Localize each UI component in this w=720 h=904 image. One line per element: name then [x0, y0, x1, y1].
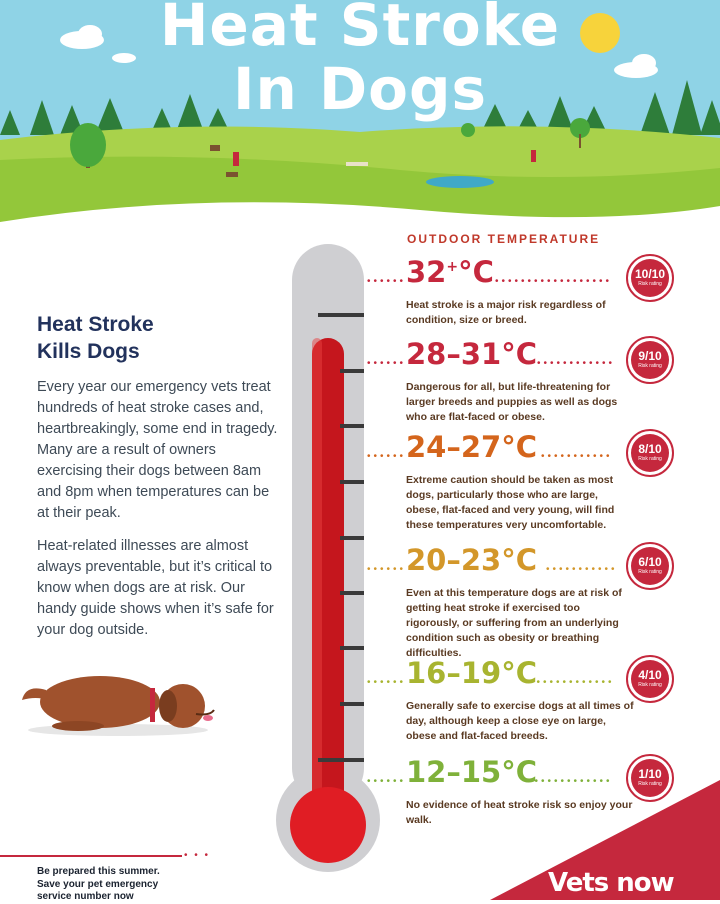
temperature-unit: °C [501, 543, 538, 577]
risk-rating-badge [626, 254, 674, 302]
footer-line-3: service number now [37, 891, 134, 902]
leader-dots: •••••• [367, 358, 407, 369]
temperature-range: 12–15 [406, 755, 502, 789]
temperature-range: 28–31 [406, 337, 502, 371]
leader-dots: ••••••••••••• [528, 776, 613, 787]
risk-rating-circle [631, 434, 669, 472]
footer-line-2: Save your pet emergency [37, 878, 159, 890]
temperature-value [406, 337, 538, 371]
risk-rating-value: 6/10 [638, 555, 662, 569]
temperature-unit: °C [458, 255, 494, 289]
risk-description: Heat stroke is a major risk regardless of condition, size or breed. [406, 299, 606, 326]
page-title-line1: Heat Stroke [159, 0, 561, 59]
risk-description: Even at this temperature dogs are at risk of getting heat stroke if exercised too rigorously, or suffering from an underlying condition such as obesity or breathing difficulties. [406, 587, 622, 659]
hero-banner [0, 0, 720, 245]
leader-dots: ••••••••••• [546, 564, 618, 575]
risk-rating-label: Risk rating [638, 456, 662, 462]
intro-title-line1: Heat Stroke [37, 313, 154, 336]
temperature-value [406, 543, 538, 577]
risk-rating-value: 9/10 [638, 349, 662, 363]
risk-rating-value: 10/10 [634, 267, 666, 281]
risk-description: No evidence of heat stroke risk so enjoy your walk. [406, 799, 633, 826]
risk-description: Generally safe to exercise dogs at all times of day, although keep a close eye on large, obese and flat-faced breeds. [406, 700, 634, 742]
temperature-range: 24–27 [406, 430, 502, 464]
footer-divider [0, 855, 182, 857]
outdoor-temperature-label: OUTDOOR TEMPERATURE [407, 232, 601, 246]
risk-rating-badge [626, 429, 674, 477]
risk-rating-label: Risk rating [638, 363, 662, 369]
risk-rating-value: 4/10 [638, 668, 662, 682]
leader-dots: •••••• [367, 451, 407, 462]
risk-rating-circle [631, 259, 669, 297]
temperature-unit: °C [501, 656, 538, 690]
temperature-range: 16–19 [406, 656, 502, 690]
pond [426, 176, 494, 188]
risk-rating-label: Risk rating [638, 569, 662, 575]
risk-rating-value: 8/10 [638, 442, 662, 456]
leader-dots: ••••••••••••• [530, 677, 615, 688]
intro-paragraph-2: Heat-related illnesses are almost always preventable, but it’s critical to know when dogs are at risk. Our handy guide shows when it’s safe for your dog outside. [37, 538, 274, 638]
risk-rating-label: Risk rating [638, 682, 662, 688]
footer-message [37, 866, 217, 904]
leader-dots: •••••••••••••••••• [495, 276, 613, 287]
intro-title [37, 311, 154, 365]
risk-description: Dangerous for all, but life-threatening for larger breeds and puppies as well as dogs who are flat-faced or obese. [406, 381, 618, 423]
brand-logo[interactable]: Vets now [548, 868, 674, 898]
intro-paragraph-1: Every year our emergency vets treat hundreds of heat stroke cases and, heartbreakingly, some end in tragedy. Many are a result of owners exercising their dogs between 8am and 8pm when temperatures can be at their peak. [37, 379, 278, 521]
risk-description: Extreme caution should be taken as most dogs, particularly those who are large, obese, flat-faced and very young, will find these temperatures very uncomfortable. [406, 474, 615, 531]
risk-rating-circle [631, 547, 669, 585]
leader-dots: ••••••••••• [541, 451, 613, 462]
risk-rating-circle [631, 660, 669, 698]
temperature-value [406, 430, 538, 464]
page-title-line2: In Dogs [232, 55, 488, 123]
leader-dots: •••••• [367, 677, 407, 688]
temperature-unit: °C [501, 430, 538, 464]
footer-line-1: Be prepared this summer. [37, 866, 160, 877]
temperature-range: 20–23 [406, 543, 502, 577]
risk-rating-badge [626, 336, 674, 384]
temperature-unit: °C [501, 337, 538, 371]
risk-rating-badge [626, 542, 674, 590]
risk-rating-badge [626, 655, 674, 703]
sleeping-dog-illustration [18, 670, 218, 740]
risk-rating-label: Risk rating [638, 781, 662, 787]
temperature-value [406, 255, 494, 289]
risk-rating-circle [631, 341, 669, 379]
risk-rating-label: Risk rating [638, 281, 662, 287]
risk-rating-value: 1/10 [638, 767, 662, 781]
footer-dots: • • • [184, 850, 211, 861]
leader-dots: •••••• [367, 564, 407, 575]
leader-dots: •••••• [367, 276, 407, 287]
temperature-range: 32 [406, 255, 447, 289]
temperature-unit: °C [501, 755, 538, 789]
leader-dots: •••••• [367, 776, 407, 787]
leader-dots: •••••••••••• [537, 358, 616, 369]
temperature-value [406, 656, 538, 690]
temperature-plus: + [446, 259, 459, 275]
intro-title-line2: Kills Dogs [37, 340, 140, 363]
